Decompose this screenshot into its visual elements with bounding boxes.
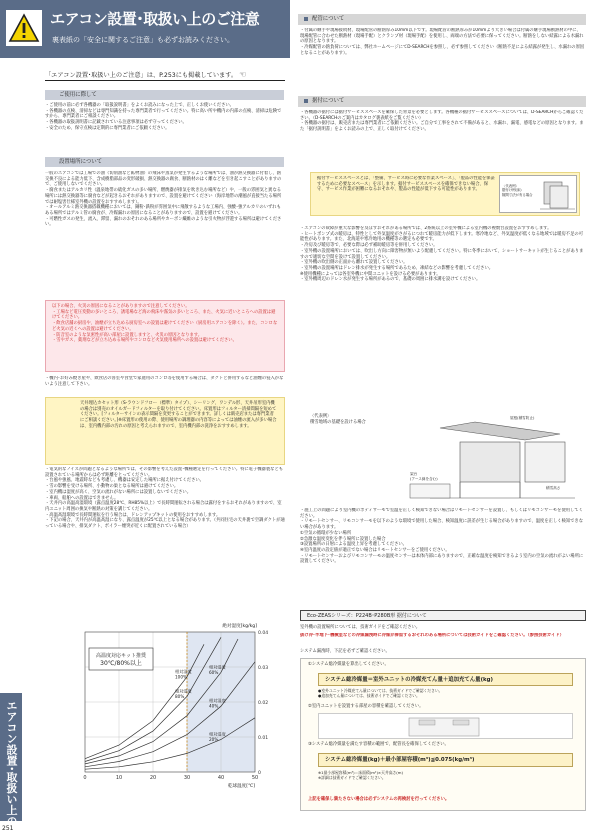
oil-guard-box xyxy=(45,397,285,465)
service-space-text: 据付サービススペースとは、「整備、サービス時に必要な作業スペース」、「製品の性能を保証するために必要なスペース」を示します。据付サービススペースを確保できない場合、保守、サービス作業が困難になるおそれや、製品の性能が低下する可能性があります。 xyxy=(317,176,495,193)
pointing-hand-icon: ☜ xyxy=(239,70,247,79)
diagram-snow-label: 積雪高さ xyxy=(546,486,561,490)
divider xyxy=(45,80,285,81)
service-space-box xyxy=(310,172,580,216)
ecozeas-text: 室外機の設置場所については、技術ガイドをご確認ください。 xyxy=(300,625,421,630)
step-1: ①システム総冷媒量を算出してください。 xyxy=(308,662,389,667)
warning-triangle-icon xyxy=(6,10,42,46)
y-tick-label: 0 xyxy=(258,771,261,776)
note-line-text: 「エアコン設置･取扱い上のご注意」は、P.253にも掲載しています。 xyxy=(45,72,238,79)
x-tick-label: 50 xyxy=(251,775,259,781)
step-2: ②室内ユニットを設置する部屋の容積を確認してください。 xyxy=(308,704,424,709)
x-tick-label: 40 xyxy=(217,775,225,781)
room-volume-figure xyxy=(318,713,573,739)
ecozeas-red-text: 抜け冷･半地下･機械室などの冷媒漏洩時に冷媒が滞留するおそれのある場所については技術ガイドをご確認ください。（参照技術ガイド） xyxy=(300,633,564,638)
y-axis-label: 絶対湿度[kg/kg] xyxy=(222,624,257,629)
system-text: システム漏洩時、下記を必ずご確認ください。 xyxy=(300,649,390,654)
section-location: 設置場所について xyxy=(45,157,284,167)
section-base: 据付について xyxy=(298,96,586,107)
x-tick-label: 0 xyxy=(83,775,87,781)
note-line xyxy=(45,70,291,81)
series-label: 相対湿度 xyxy=(209,698,226,704)
y-tick-label: 0.01 xyxy=(258,736,269,741)
series-label: 相対湿度 xyxy=(209,664,226,670)
base-text: ・各機器の据付には据付サービススペースを確保した背景を必要とします。各機種の据付サービススペースについては、D-SEARCHからご確認ください。（D-SEARCHのご案内はカタログ裏表紙をご覧ください） ・各機器の据付は、販売店または専門業者にご依頼ください。ご自分で工事をされて不備があると、水漏れ、漏電、感電などの原因となります。また「据付説明書」をよくお読みの上で、正しく取付けてください。 xyxy=(300,110,584,133)
annotation-text: 高温度対応キット推奨 xyxy=(96,653,146,659)
warning-fire-text: 以下の場合、火災の原因になることがありますので注意してください。 ・工場など電圧変動の多いところ、誘電場など海の飛沫や霧気の多いところ、また、火気に近いところへの設置は避けてください。 ・飲食店舗の厨房や、油煙が立ち込める厨房室への設置は避けてください（厨房用エアコンを除く）。また、コンロなど火気の近くへの設置は避けてください。 ・防音室のような気密性が高い部屋に設置しますと、火災の原因となります。 ・雪やガス、薬剤などが立ち込める場所やコンロなど火気使用場所への設置は避けてください。 xyxy=(52,304,278,344)
base-text-2: ・エアコンの故障が重大な影響を及ぼすおそれがある場所では、2系統以上の室外機による室内機の複数台設置をおすすめします。 ・ヒートポンプ式の暖房は、特性として外気温度がさがるにつれて暖房能力が低下します。寒冷地など、外気温度が低くなる地域では暖房不足の可能性があります。また、北海道や寒冷地用の機種等の選定も必要です。 ・冷房及び暖房等で、必要な際は必ず補助暖房等を併用してください。 ・室外機の設置場所においては、吹出し方向に障害物が無いよう配慮してください。特に冬季において、ショートサーキットが生じることがありますので適切な空間を設けて設置してください。 ・室外機の吹出側の正面から離れて設置してください。 ・室外機の設置場所はドレン排水が発生する場所であるため、凍結などの影響を考慮してください。 ※使用機種によっては各室外機に中間ユニットを設ける必要があります。 ・室外機周辺のドレン水が発生する場所があるので、基礎の周囲に排水溝を設けてください。 xyxy=(300,226,584,283)
y-tick-label: 0.02 xyxy=(258,701,269,706)
section-piping: 配管について xyxy=(298,14,586,25)
final-warning: 上記を確保し満たさない場合は必ずシステムの再検討を行ってください。 xyxy=(308,797,450,802)
snow-stand-diagram xyxy=(310,414,585,502)
service-space-diagram-label: 〈代表例〉 据付け例(床) 隙間寸法が有る場合 xyxy=(502,184,533,197)
series-label: 相対湿度 xyxy=(175,688,192,694)
side-tab-label: エアコン設置･取扱い上の xyxy=(5,700,18,827)
location-text-1: 一般のエアコンでは工場での油（切削油など鉱物油）の飛沫や蒸気が発生するような場所では、油が熱交換器に付着し、熱交換不良による能力低下、含成樹脂部品の変形破損、熱交換器の腐食、断熱材のはく離などを引き起こすことがありますので、ご使用しないでください。 ・腐食またはアルカリ性（温泉地帯の硫化ガスの多い場所、燃焼器が排気を吹き込む場所など）や、一般の雰囲気と異なる場所には熱交換器等に腐食などが起きるおそれがありますので、設置を避けてください（海岸地帯の潮風が直接当たる場所では耐塩害仕様室外機の設置をおすすめします）。 ・オールアルミ熱交換器搭載機種においては、銅粉･鉄粉が雰囲気中に飛散するような工場内、強酸･強アルカリのいずれもある場所ではアルミ管の腐食が、冷媒漏れの原因になることがありますので、設置を避けてください。 ・可燃性ガスの発生、流入、滞留、漏れのおそれのある場所やカーボン繊維のような引火物が浮遊する場所は避けてください。 xyxy=(45,171,282,228)
y-tick-label: 0.04 xyxy=(258,631,269,636)
x-tick-label: 30 xyxy=(183,775,191,781)
diagram-roof-label: 屋根(積雪防止) xyxy=(510,416,535,420)
series-label: 20% xyxy=(209,736,219,742)
series-label: 40% xyxy=(209,703,219,709)
diagram-title: 〈代表例〉 積雪地域の基礎を設ける場合 xyxy=(310,414,366,425)
location-text-3: ・電気的なノイズが問題となるような場所では、その影響を考えた設置･機種選定を行ってください。特に電子機器製なども設置されている場所からは必ず距離をとってください。 ・台風や強風、地震時なども考慮し、機器は安定した場所に据え付けてください。 ・雪の影響を受ける場所、小動物の巣となる場所は避けてください。 ・室内機は湿度が高く、空気の流れがない場所には設置しないでください。 ・車両、船舶への設置はできません。 ・天井内の高温高湿環境（露点温度28℃、RH85%以上）で長時間運転される場合は露付をするおそれがありますので、室内ユニット周囲の換気や断熱の対策を講じてください。 ・高温高湿環境で長時間運転を行う場合は、ドレンアップキットの使用をおすすめします。 ・下記の場合、天井内が高温高湿になり、露点温度が25℃以上となる場合があります。（共同住宅の天井裏で空調ダクトが通っている場合や、排気ダクト、ボイラー煙突が近くに配置されている場合） xyxy=(45,467,285,530)
step-3: ③システム総冷媒量を満たす容積の範囲で、配管長を確保してください。 xyxy=(308,742,449,747)
series-label: 80% xyxy=(175,693,185,699)
page-number: 251 xyxy=(2,825,14,832)
page-title: エアコン設置･取扱い上のご注意 xyxy=(50,10,260,28)
chart-svg xyxy=(45,614,290,792)
warning-fire-box xyxy=(45,300,285,372)
psychrometric-chart xyxy=(45,614,290,792)
formula-total-refrigerant: システム総冷媒量＝室外ユニットの冷媒充てん量＋追加充てん量(kg) xyxy=(318,673,573,686)
location-text-2: ・機内･お好み焼き屋や、飲食店の客室や食堂で家庭用のコンロ等を使用する場合は、ダクトと併用するなど油煙の侵入がないよう注意して下さい。 xyxy=(45,376,284,387)
service-space-diagram xyxy=(499,175,577,213)
formula-room-volume: システム総冷媒量(kg)＋最小部屋容積(m³)≦0.075(kg/m³) xyxy=(318,753,573,767)
section-usage: ご使用に際して xyxy=(45,90,284,100)
x-tick-label: 20 xyxy=(149,775,157,781)
piping-text: ・付属の継手や現場接続材、現場配管の断熱厚み10mm以下です。現場配管の断熱厚みが10mmより大きい場合は付属の継手現場断熱材の中に、現場配管に合わせた断熱材（現場手配）とクランプ材（現場手配）を使用し、両端の方法で必要に保ってください。断熱をしない結露による水漏れの原因となります。 ・冷媒配管の熱負荷については、弊社ホームページにてD-SEARCHを参照し、必ず参照してください（断熱不足による結露が発生し、水漏れの原因となることがあります）。 xyxy=(300,28,585,56)
oil-guard-text: 天井埋込カセット形（S-ラウンドフロー（標準）タイプ）、シーリング、ワンデル形、天井吊形室内機の場合は別売のオイルガードフィルターを取り付けてください。床置形はフィルター清掃間隔を短めてください。[フィルターサインの表示間隔を変更することができます。詳しくは販売店または専門業者にご相談ください。]※床置形の使用の際、使用場所の調理器の内容等によっては油煙の流入が多い場合は、室内機内部の汚れの原因と考えられますので、室内機内部の洗浄をおすすめします。 xyxy=(80,401,277,429)
diagram-stand-label: 架台 (アース線を含む) xyxy=(410,472,438,481)
section-ecozeas: Eco-ZEASシリーズ：P224B･P280B形 据付について xyxy=(300,610,586,621)
series-label: 100% xyxy=(175,674,187,680)
formula1-note: ●室外ユニット冷媒充てん量については、技術ガイドでご確認ください。 ●追加充てん量については、技術ガイドでご確認ください。 xyxy=(318,688,443,699)
series-label: 相対湿度 xyxy=(209,731,226,737)
y-tick-label: 0.03 xyxy=(258,666,269,671)
series-label: 相対湿度 xyxy=(175,668,192,674)
annotation-text: 30℃/80%以上 xyxy=(100,660,142,667)
usage-text: ・ご使用の前に必ず各機器の「取扱説明書」をよくお読みになった上で、正しくお使いください。 ・各機器の点検、清掃などは専門知識を持った専門業者で行ってください。特に高い所や機内の内部の点検、清掃は危険ですから、専門業者にご相談ください。 ・各機器の取扱説明書に記載されている注意事項は必ず守ってください。 ・安全のため、保守点検は定期的に専門業者にご依頼ください。 xyxy=(45,103,282,131)
page-subtitle: 裏表紙の「安全に関するご注意」も必ずお読みください。 xyxy=(52,36,234,44)
base-text-3: ・施工上の問題により室内機のボディサーモで室温を正しく検知できない場合はリモートセンサーを設置し、もしくはリモコンサーモを使用してください。 ・リモートセンサー、リモコンサーモを以下のような環境で使用した場合、検知温度に誤差が生じる場合がありますので、温度を正しく検知できない場合があります。 ①空気の循環が少ない場所 ②急激な温度変化を伴う場所に設置した場合 ③設置場所の日射による温度上昇を考慮してください。 ④室内温度の設定値が適正でない場合はリモートセンサーをご使用ください。 ・リモートセンサーおよびリモコンサーモの温度センサーは本体内部にありますので、正確な温度を検知できるよう室内の空気の流れがよい場所に設置してください。 xyxy=(300,508,584,565)
series-label: 60% xyxy=(209,669,219,675)
formula2-note: ※1最小部屋容積(m³)＝床面積(m²)×天井高さ(m) ※詳細は技術ガイドでご確認ください。 xyxy=(318,770,403,781)
x-axis-label: 乾球温度[℃] xyxy=(227,784,255,789)
x-tick-label: 10 xyxy=(115,775,123,781)
